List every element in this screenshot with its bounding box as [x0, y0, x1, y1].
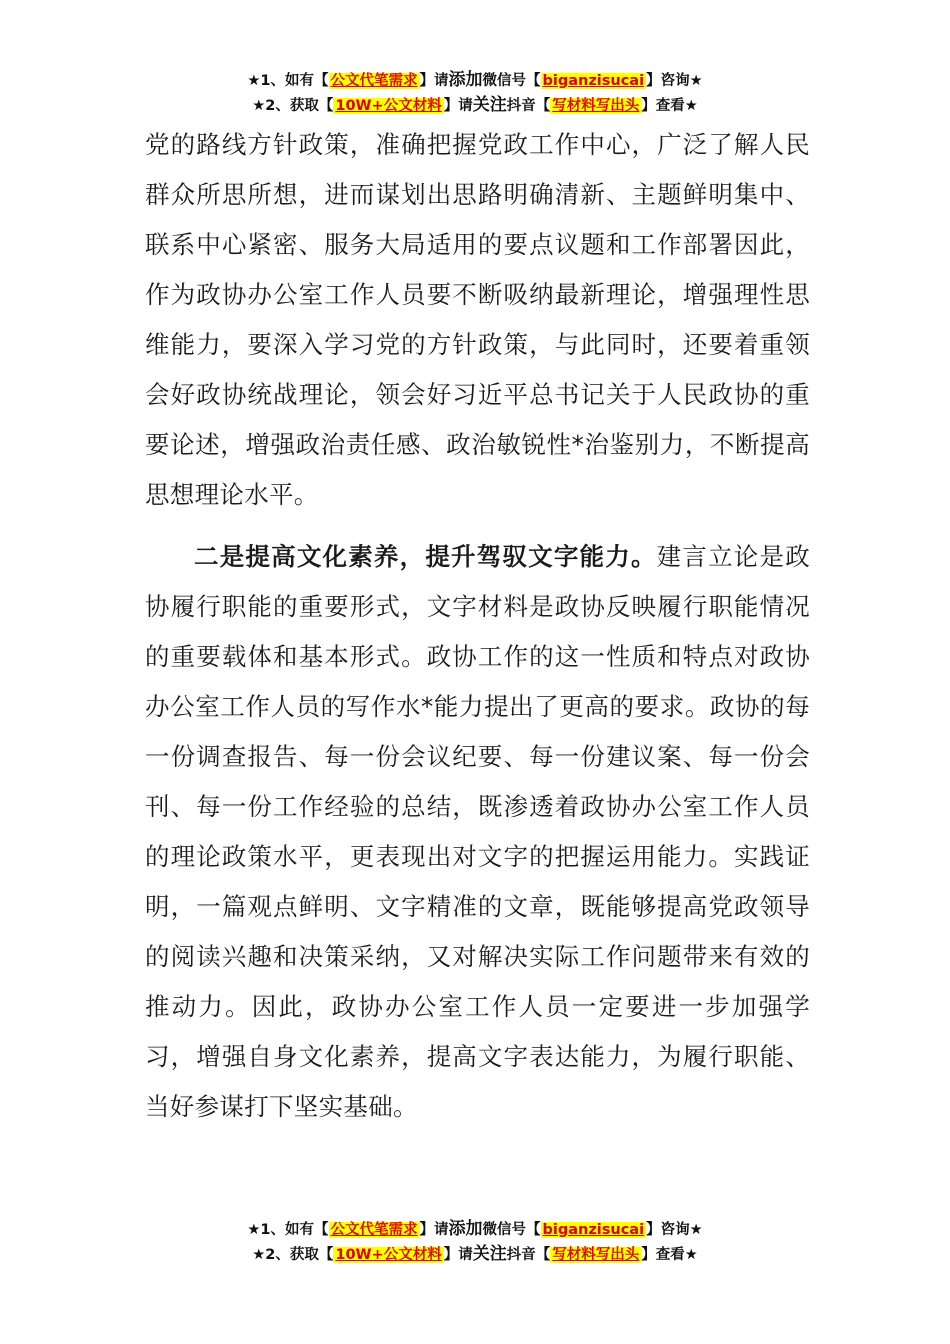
banner-emphasis: 关注: [472, 1244, 507, 1264]
banner-text: 】咨询★: [646, 1222, 703, 1238]
banner-emphasis: 添加: [448, 70, 483, 90]
banner-text: 】请: [443, 1247, 473, 1263]
document-body: [145, 120, 810, 1132]
footer-banner: [0, 1217, 950, 1267]
banner-emphasis: 添加: [448, 1219, 483, 1239]
highlight-service: 公文代笔需求: [330, 1222, 418, 1238]
header-banner: [0, 68, 950, 118]
paragraph-2-body: 建言立论是政协履行职能的重要形式，文字材料是政协反映履行职能情况的重要载体和基本形式。政协工作的这一性质和特点对政协办公室工作人员的写作水*能力提出了更高的要求。政协的每一份调查报告、每一份会议纪要、每一份建议案、每一份会刊、每一份工作经验的总结，既渗透着政协办公室工作人员的理论政策水平，更表现出对文字的把握运用能力。实践证明，一篇观点鲜明、文字精准的文章，既能够提高党政领导的阅读兴趣和决策采纳，又对解决实际工作问题带来有效的推动力。因此，政协办公室工作人员一定要进一步加强学习，增强自身文化素养，提高文字表达能力，为履行职能、当好参谋打下坚实基础。: [145, 542, 810, 1121]
banner-text: ★2、获取【: [252, 98, 334, 114]
banner-text: ★1、如有【: [247, 73, 329, 89]
banner-text: 抖音【: [506, 98, 551, 114]
paragraph-1: 党的路线方针政策，准确把握党政工作中心，广泛了解人民群众所思所想，进而谋划出思路明确清新、主题鲜明集中、联系中心紧密、服务大局适用的要点议题和工作部署因此，作为政协办公室工作人员要不断吸纳最新理论，增强理性思维能力，要深入学习党的方针政策，与此同时，还要着重领会好政协统战理论，领会好习近平总书记关于人民政协的重要论述，增强政治责任感、政治敏锐性*治鉴别力，不断提高思想理论水平。: [145, 130, 810, 509]
highlight-douyin-account: 写材料写出头: [552, 98, 640, 114]
highlight-materials: 10W+公文材料: [335, 98, 442, 114]
banner-text: 】请: [419, 73, 449, 89]
highlight-wechat-id: biganzisucai: [542, 73, 645, 89]
banner-text: 】查看★: [641, 1247, 698, 1263]
banner-emphasis: 关注: [472, 95, 507, 115]
paragraph-2-heading: 二是提高文化素养，提升驾驭文字能力。: [194, 542, 657, 571]
banner-text: ★2、获取【: [252, 1247, 334, 1263]
banner-line-1: [0, 68, 950, 93]
banner-text: 微信号【: [482, 1222, 541, 1238]
paragraph-2: [145, 532, 810, 1132]
banner-text: 】查看★: [641, 98, 698, 114]
highlight-wechat-id: biganzisucai: [542, 1222, 645, 1238]
banner-line-1: [0, 1217, 950, 1242]
banner-text: ★1、如有【: [247, 1222, 329, 1238]
banner-text: 】请: [419, 1222, 449, 1238]
banner-line-2: [0, 1242, 950, 1267]
banner-line-2: [0, 93, 950, 118]
highlight-douyin-account: 写材料写出头: [552, 1247, 640, 1263]
banner-text: 】请: [443, 98, 473, 114]
highlight-service: 公文代笔需求: [330, 73, 418, 89]
banner-text: 】咨询★: [646, 73, 703, 89]
highlight-materials: 10W+公文材料: [335, 1247, 442, 1263]
banner-text: 微信号【: [482, 73, 541, 89]
banner-text: 抖音【: [506, 1247, 551, 1263]
